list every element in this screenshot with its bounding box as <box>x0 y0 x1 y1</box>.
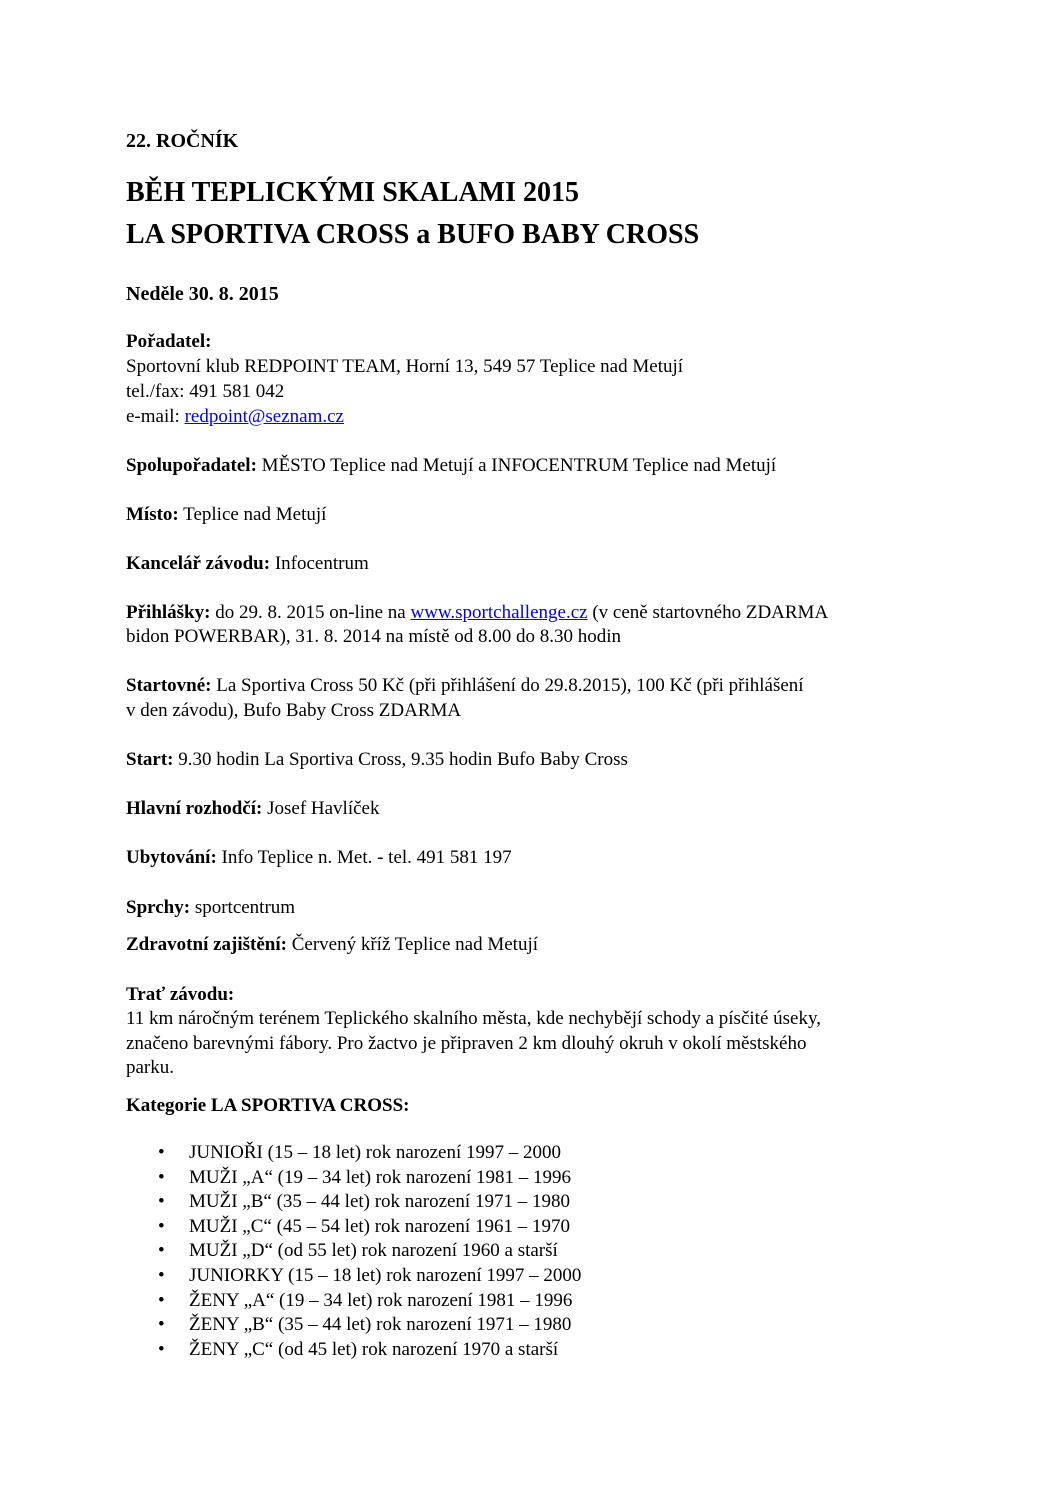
medical-value: Červený kříž Teplice nad Metují <box>286 934 539 955</box>
organizer-phone: tel./fax: 491 581 042 <box>126 381 285 402</box>
edition-heading: 22. ROČNÍK <box>126 130 239 152</box>
registration-label: Přihlášky: <box>126 602 211 623</box>
category-text: MUŽI „D“ (od 55 let) rok narození 1960 a starší <box>189 1240 558 1262</box>
title-line-2: LA SPORTIVA CROSS a BUFO BABY CROSS <box>126 219 700 250</box>
accommodation-label: Ubytování: <box>126 847 217 868</box>
start-row <box>126 748 628 772</box>
organizer-label: Pořadatel: <box>126 331 212 352</box>
coorganizer-row <box>126 454 776 478</box>
place-label: Místo: <box>126 504 179 525</box>
category-text: ŽENY „B“ (35 – 44 let) rok narození 1971 – 1980 <box>189 1314 572 1336</box>
bullet: • <box>158 1240 165 1262</box>
place-value: Teplice nad Metují <box>178 504 327 525</box>
fee-line-2: v den závodu), Bufo Baby Cross ZDARMA <box>126 700 462 721</box>
office-label: Kancelář závodu: <box>126 553 271 574</box>
bullet: • <box>158 1191 165 1213</box>
referee-label: Hlavní rozhodčí: <box>126 798 263 819</box>
registration-text-2: (v ceně startovného ZDARMA <box>587 602 829 623</box>
category-text: MUŽI „A“ (19 – 34 let) rok narození 1981 – 1996 <box>189 1166 572 1188</box>
category-text: JUNIOŘI (15 – 18 let) rok narození 1997 – 2000 <box>189 1142 562 1163</box>
bullet: • <box>158 1289 165 1311</box>
category-text: JUNIORKY (15 – 18 let) rok narození 1997 – 2000 <box>189 1264 582 1286</box>
accommodation-row <box>126 846 512 870</box>
category-text: MUŽI „B“ (35 – 44 let) rok narození 1971 – 1980 <box>189 1191 570 1213</box>
course-line-2: značeno barevnými fábory. Pro žactvo je připraven 2 km dlouhý okruh v okolí městského <box>126 1033 807 1054</box>
bullet: • <box>158 1314 165 1336</box>
list-item <box>126 1166 581 1191</box>
place-row <box>126 503 326 527</box>
event-date: Neděle 30. 8. 2015 <box>126 283 279 305</box>
start-value: 9.30 hodin La Sportiva Cross, 9.35 hodin Bufo Baby Cross <box>173 749 628 770</box>
office-value: Infocentrum <box>270 553 369 574</box>
office-row <box>126 552 369 576</box>
accommodation-value: Info Teplice n. Met. - tel. 491 581 197 <box>216 847 512 868</box>
bullet: • <box>158 1142 165 1163</box>
categories-heading: Kategorie LA SPORTIVA CROSS: <box>126 1095 410 1116</box>
course-line-1: 11 km náročným terénem Teplického skalního města, kde nechybějí schody a písčité úseky, <box>126 1008 821 1029</box>
category-list <box>126 1141 581 1362</box>
list-item <box>126 1190 581 1215</box>
list-item <box>126 1289 581 1314</box>
list-item <box>126 1141 581 1166</box>
referee-value: Josef Havlíček <box>262 798 380 819</box>
fee-row <box>126 674 804 698</box>
bullet: • <box>158 1264 165 1286</box>
list-item <box>126 1313 581 1338</box>
bullet: • <box>158 1166 165 1188</box>
email-link[interactable]: redpoint@seznam.cz <box>184 406 344 427</box>
fee-label: Startovné: <box>126 675 212 696</box>
coorganizer-label: Spolupořadatel: <box>126 455 257 476</box>
referee-row <box>126 797 380 821</box>
list-item <box>126 1264 581 1289</box>
course-label: Trať závodu: <box>126 984 235 1005</box>
registration-line-2: bidon POWERBAR), 31. 8. 2014 na místě od 8.00 do 8.30 hodin <box>126 626 622 647</box>
showers-value: sportcentrum <box>190 897 296 918</box>
start-label: Start: <box>126 749 174 770</box>
registration-text-1: do 29. 8. 2015 on-line na <box>210 602 411 623</box>
bullet: • <box>158 1215 165 1237</box>
registration-link[interactable]: www.sportchallenge.cz <box>410 602 588 623</box>
registration-row <box>126 601 828 625</box>
list-item <box>126 1338 581 1363</box>
bullet: • <box>158 1338 165 1360</box>
category-text: ŽENY „C“ (od 45 let) rok narození 1970 a starší <box>189 1338 559 1360</box>
organizer-address: Sportovní klub REDPOINT TEAM, Horní 13, 549 57 Teplice nad Metují <box>126 356 684 377</box>
course-line-3: parku. <box>126 1057 175 1078</box>
title-line-1: BĚH TEPLICKÝMI SKALAMI 2015 <box>126 177 579 208</box>
list-item <box>126 1215 581 1240</box>
fee-line-1: La Sportiva Cross 50 Kč (při přihlášení do 29.8.2015), 100 Kč (při přihlášení <box>211 675 804 696</box>
email-prefix: e-mail: <box>126 406 185 427</box>
list-item <box>126 1239 581 1264</box>
medical-label: Zdravotní zajištění: <box>126 934 287 955</box>
showers-label: Sprchy: <box>126 897 191 918</box>
category-text: MUŽI „C“ (45 – 54 let) rok narození 1961 – 1970 <box>189 1215 570 1237</box>
category-text: ŽENY „A“ (19 – 34 let) rok narození 1981 – 1996 <box>189 1289 573 1311</box>
medical-row <box>126 933 538 957</box>
coorganizer-value: MĚSTO Teplice nad Metují a INFOCENTRUM Teplice nad Metují <box>256 455 777 476</box>
showers-row <box>126 896 295 920</box>
organizer-email-row <box>126 405 344 429</box>
